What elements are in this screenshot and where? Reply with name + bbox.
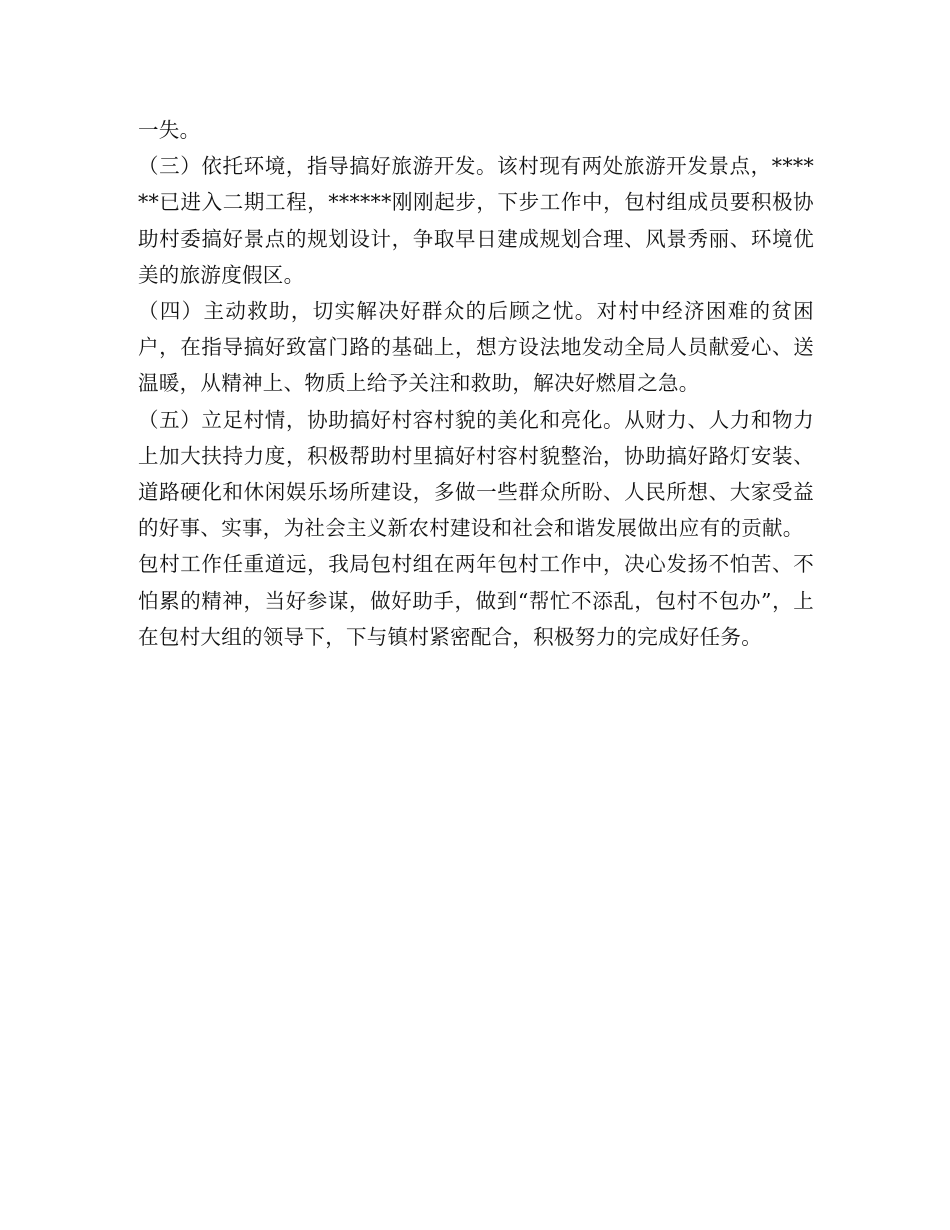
paragraph-continuation: 一失。 xyxy=(138,118,201,142)
document-body xyxy=(138,112,814,655)
paragraph-village-beautification: （五）立足村情，协助搞好村容村貌的美化和亮化。从财力、人力和物力上加大扶持力度，积极帮助村里搞好村容村貌整治，协助搞好路灯安装、道路硬化和休闲娱乐场所建设，多做一些群众所盼、人民所想、大家受益的好事、实事，为社会主义新农村建设和社会和谐发展做出应有的贡献。 xyxy=(138,407,814,541)
paragraph-conclusion: 包村工作任重道远，我局包村组在两年包村工作中，决心发扬不怕苦、不怕累的精神，当好参谋，做好助手，做到“帮忙不添乱，包村不包办”，上在包村大组的领导下，下与镇村紧密配合，积极努力的完成好任务。 xyxy=(138,552,814,649)
paragraph-tourism-development: （三）依托环境，指导搞好旅游开发。该村现有两处旅游开发景点，******已进入二期工程，******刚刚起步，下步工作中，包村组成员要积极协助村委搞好景点的规划设计，争取早日建成规划合理、风景秀丽、环境优美的旅游度假区。 xyxy=(138,154,814,287)
paragraph-poverty-assistance: （四）主动救助，切实解决好群众的后顾之忧。对村中经济困难的贫困户，在指导搞好致富门路的基础上，想方设法地发动全局人员献爱心、送温暖，从精神上、物质上给予关注和救助，解决好燃眉之急。 xyxy=(138,299,814,396)
